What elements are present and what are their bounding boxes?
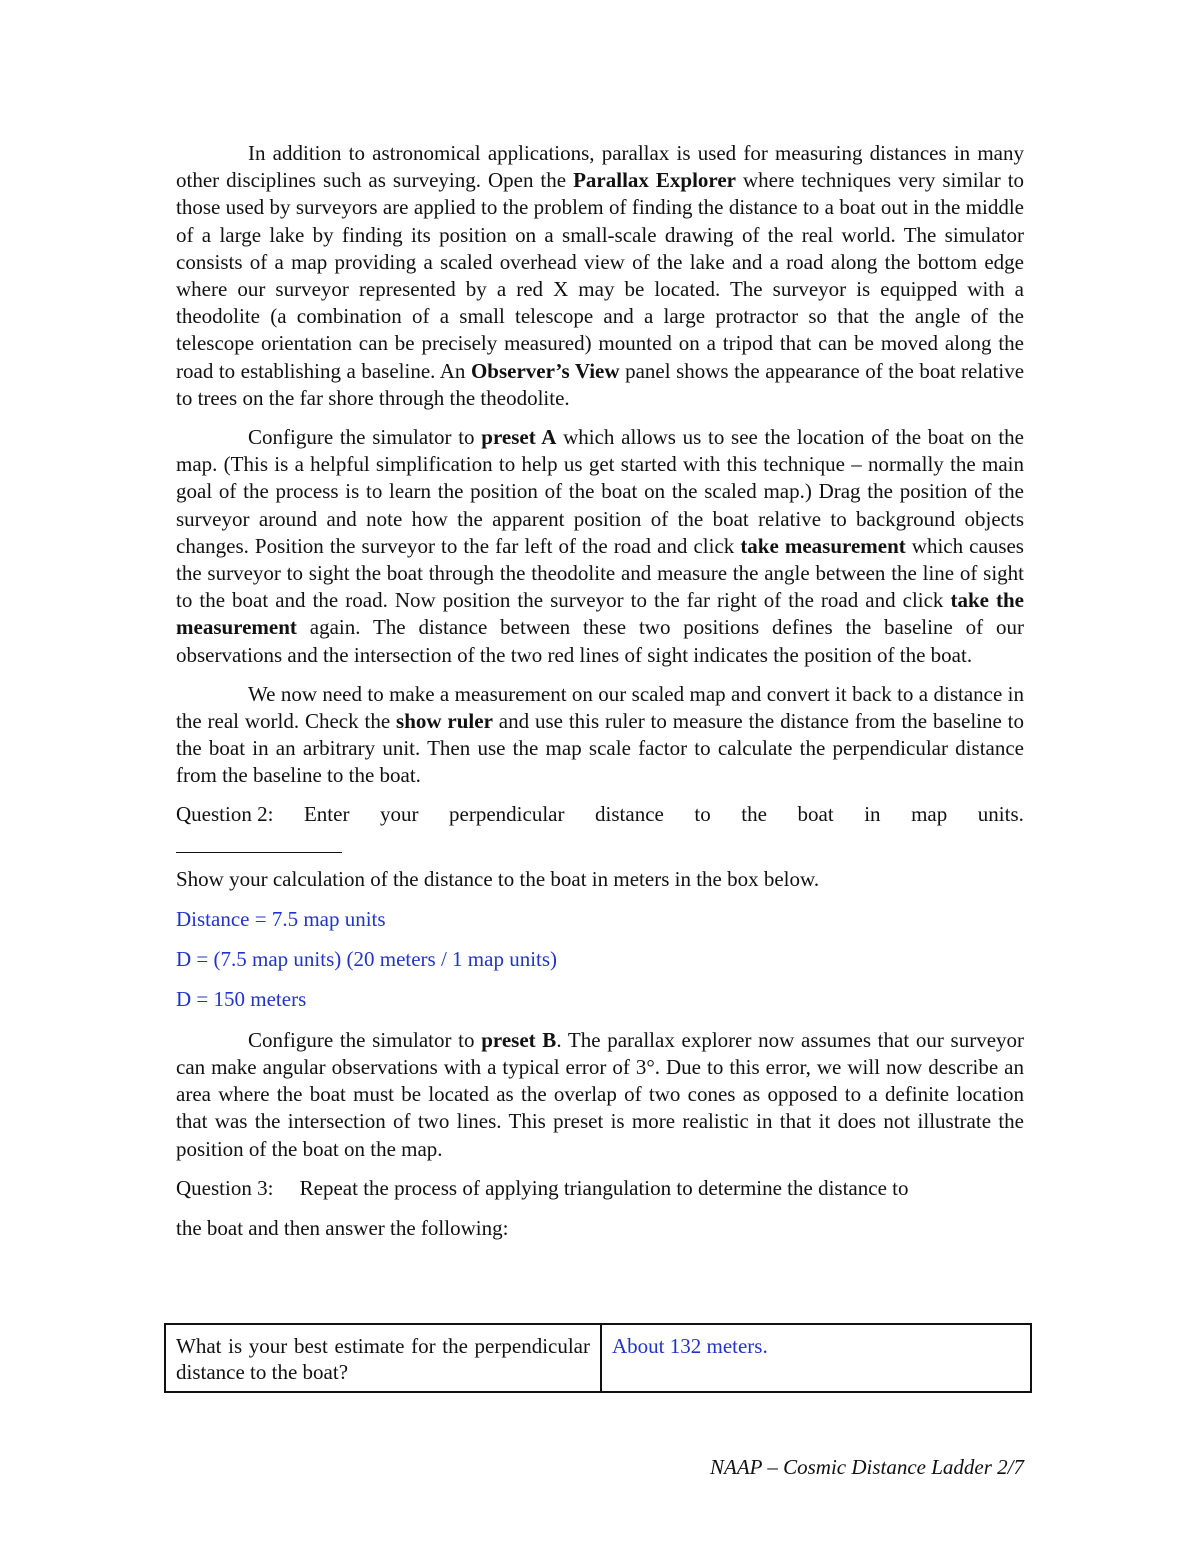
p1-text-2: where techniques very similar to those used by surveyors are applied to the problem of finding the distance to a boat out in the middle of a large lake by finding its position on a small-scale drawing of the real world. The simulator consists of a map providing a scaled overhead view of the lake and a road along the bottom edge where our surveyor represented by a red X may be located. The surveyor is equipped with a theodolite (a combination of a small telescope and a large protractor so that the angle of the telescope orientation can be precisely measured) mounted on a tripod that can be moved along the road to establishing a baseline. An xyxy=(176,168,1025,383)
p4-text-2: . The parallax explorer now assumes that our surveyor can make angular observations with a typical error of 3°. Due to this error, we will now describe an area where the boat must be located as the overlap of two cones as opposed to a definite location that was the intersection of two lines. This preset is more realistic in that it does not illustrate the position of the boat on the map. xyxy=(176,1027,1025,1161)
q2-word: map xyxy=(911,801,948,826)
p3-text-2: and use this ruler to measure the distance from the baseline to the boat in an arbitrary unit. Then use the map scale factor to calculate the perpendicular distance from the baseline to the boat. xyxy=(176,709,1025,788)
document-body xyxy=(176,140,1024,1242)
q2-word: perpendicular xyxy=(449,801,565,826)
p2-bold-preset-a: preset A xyxy=(481,425,557,450)
q2-word: distance xyxy=(595,801,664,826)
answer-line-2: D = (7.5 map units) (20 meters / 1 map units) xyxy=(176,947,558,972)
question-3-continued: the boat and then answer the following: xyxy=(176,1215,509,1240)
table-question-cell: What is your best estimate for the perpendicular distance to the boat? xyxy=(165,1324,601,1392)
q2-word: units. xyxy=(977,801,1024,826)
p2-bold-take-measurement: take measurement xyxy=(740,533,906,558)
q2-word: Question 2: xyxy=(176,801,274,826)
paragraph-preset-b xyxy=(176,1027,1024,1163)
paragraph-preset-a xyxy=(176,424,1024,669)
q2-word: the xyxy=(741,801,767,826)
q2-word: boat xyxy=(797,801,834,826)
p3-text-1: We now need to make a measurement on our scaled map and convert it back to a distance in the real world. Check the xyxy=(176,681,1024,734)
p2-bold-take-the-measurement: take the measurement xyxy=(176,588,1024,640)
q2-word: to xyxy=(694,801,711,826)
answer-line-3: D = 150 meters xyxy=(176,987,307,1012)
p2-text-2: which allows us to see the location of the boat on the map. (This is a helpful simplification to help us get started with this technique – normally the main goal of the process is to learn the position of the boat on the scaled map.) Drag the position of the surveyor around and note how the apparent position of the boat relative to background objects changes. Position the surveyor to the far left of the road and click xyxy=(176,425,1025,558)
table-row xyxy=(165,1324,1031,1392)
q2-word: in xyxy=(864,801,881,826)
p1-bold-parallax-explorer: Parallax Explorer xyxy=(573,168,737,193)
p1-text-1: In addition to astronomical applications, parallax is used for measuring distances in many other disciplines such as surveying. Open the xyxy=(176,141,1024,193)
p1-bold-observers-view: Observer’s View xyxy=(470,358,620,383)
p4-bold-preset-b: preset B xyxy=(481,1027,557,1052)
page-footer: NAAP – Cosmic Distance Ladder 2/7 xyxy=(709,1455,1024,1479)
q2-word: Enter xyxy=(303,801,350,826)
p2-text-3: which causes the surveyor to sight the boat through the theodolite and measure the angle between the line of sight to the boat and the road. Now position the surveyor to the far right of the road and click xyxy=(176,533,1024,613)
p2-text-4: again. The distance between these two positions defines the baseline of our observations and the intersection of the two red lines of sight indicates the position of the boat. xyxy=(176,615,1024,667)
p4-text-1: Configure the simulator to xyxy=(248,1027,482,1052)
question-2-answer-blank[interactable] xyxy=(176,830,342,853)
table-answer-cell[interactable]: About 132 meters. xyxy=(601,1324,1031,1392)
p3-bold-show-ruler: show ruler xyxy=(396,709,493,734)
question-2 xyxy=(176,801,1024,828)
answer-table xyxy=(164,1323,1032,1393)
p1-text-3: panel shows the appearance of the boat relative to trees on the far shore through the theodolite. xyxy=(176,358,1025,410)
paragraph-parallax-intro xyxy=(176,140,1024,412)
answer-line-1: Distance = 7.5 map units xyxy=(176,907,386,932)
p2-text-1: Configure the simulator to xyxy=(248,425,482,450)
instruction-show-calculation: Show your calculation of the distance to the boat in meters in the box below. xyxy=(176,866,820,891)
q2-word: your xyxy=(380,801,419,826)
paragraph-scaled-map xyxy=(176,681,1024,790)
question-3: Question 3: Repeat the process of applying triangulation to determine the distance to xyxy=(176,1175,909,1200)
